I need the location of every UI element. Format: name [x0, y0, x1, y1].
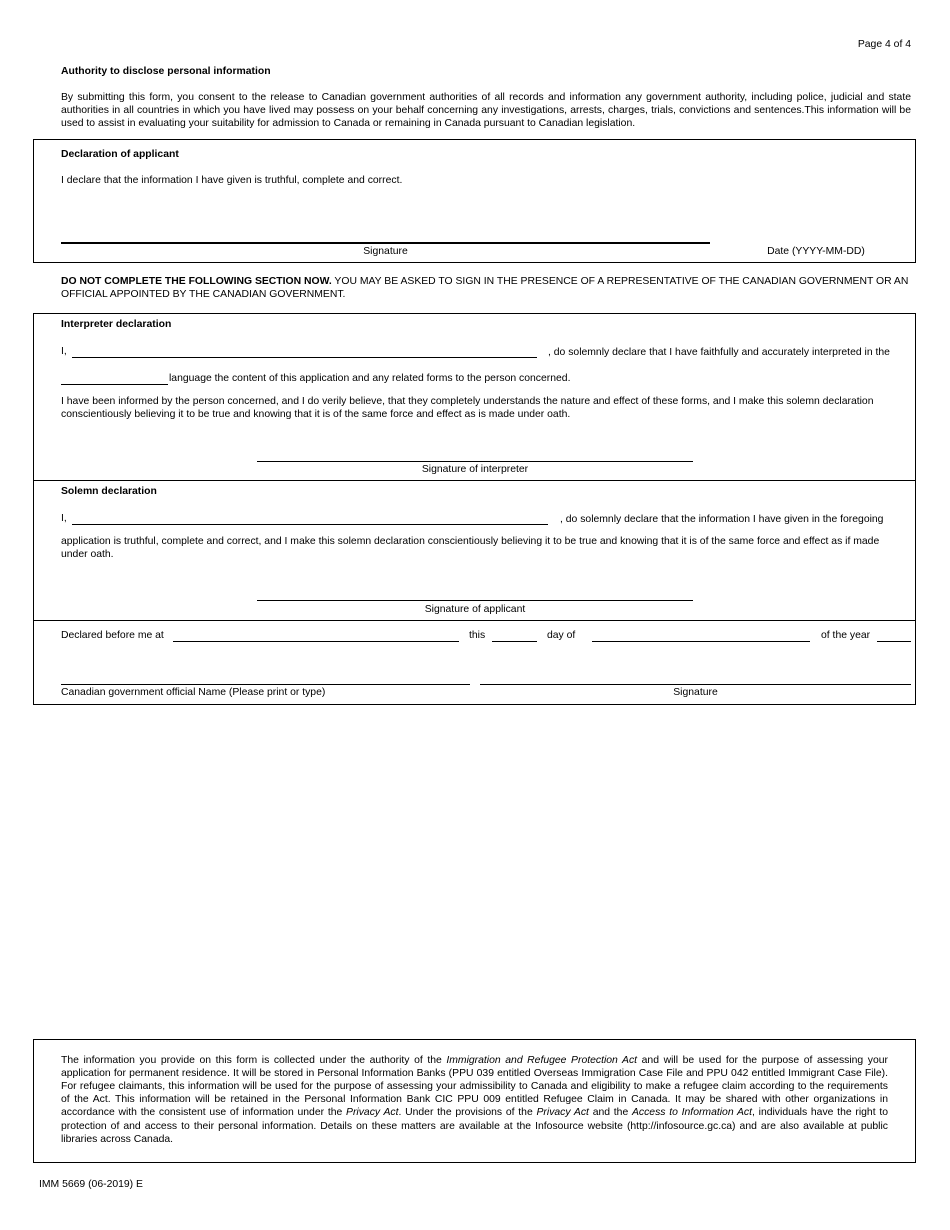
interpreter-language-text: language the content of this application and any related forms to the person concerned. — [169, 373, 571, 384]
interpreter-name-field[interactable] — [72, 357, 537, 358]
declared-day-of-label: day of — [547, 630, 576, 641]
interpreter-solemn-text: , do solemnly declare that I have faithfully and accurately interpreted in the — [548, 347, 890, 358]
interpreter-heading: Interpreter declaration — [61, 319, 172, 330]
interpreter-language-field[interactable] — [61, 384, 168, 385]
solemn-signature-label: Signature of applicant — [424, 604, 526, 615]
declared-year-field[interactable] — [877, 641, 911, 642]
declared-month-field[interactable] — [592, 641, 810, 642]
interpreter-informed-text: I have been informed by the person concerned, and I do verily believe, that they completely understands the nature and effect of these forms, and I make this solemn declaration conscientiously believing it to be true and knowing that it is of the same force and effect as is made under oath. — [61, 396, 874, 420]
declared-at-label: Declared before me at — [61, 630, 164, 641]
authority-text: By submitting this form, you consent to the release to Canadian government authorities of all records and information any government authority, including police, judicial and state authorities in all countries in which you have lived may possess on your behalf concerning any investigations, arrests, charges, trials, convictions and sentences.This information will be used to assist in evaluating your suitability for admission to Canada or remaining in Canada pursuant to Canadian legislation. — [61, 92, 911, 129]
solemn-heading: Solemn declaration — [61, 486, 157, 497]
solemn-signature-line[interactable] — [257, 600, 693, 601]
solemn-solemn-text: , do solemnly declare that the information I have given in the foregoing — [560, 514, 884, 525]
applicant-declaration-heading: Declaration of applicant — [61, 149, 179, 160]
official-name-label: Canadian government official Name (Please print or type) — [61, 687, 326, 698]
solemn-text: application is truthful, complete and correct, and I make this solemn declaration conscientiously believing it to be true and knowing that it is of the same force and effect as if made under oath. — [61, 536, 880, 560]
interpreter-signature-line[interactable] — [257, 461, 693, 462]
solemn-name-field[interactable] — [72, 524, 548, 525]
interpreter-signature-label: Signature of interpreter — [421, 464, 529, 475]
declared-place-field[interactable] — [173, 641, 459, 642]
notice-text — [61, 275, 911, 301]
notice-rest: YOU MAY BE ASKED TO SIGN IN THE PRESENCE OF A REPRESENTATIVE OF THE CANADIAN GOVERNMENT OR AN OFFICIAL APPOINTED BY THE CANADIAN GOVERNMENT. — [61, 276, 909, 300]
official-signature-line[interactable] — [480, 684, 911, 685]
official-signature-label: Signature — [673, 687, 718, 698]
form-code: IMM 5669 (06-2019) E — [39, 1179, 143, 1190]
declared-day-field[interactable] — [492, 641, 537, 642]
solemn-i-label: I, — [61, 513, 67, 524]
declared-this-label: this — [469, 630, 486, 641]
authority-heading: Authority to disclose personal information — [61, 66, 271, 77]
applicant-declaration-text: I declare that the information I have given is truthful, complete and correct. — [61, 175, 403, 186]
notice-bold: DO NOT COMPLETE THE FOLLOWING SECTION NOW. — [61, 276, 332, 287]
applicant-signature-label: Signature — [363, 246, 408, 257]
page-number: Page 4 of 4 — [857, 39, 911, 50]
privacy-notice-text: The information you provide on this form is collected under the authority of the Immigration and Refugee Protection Act and will be used for the purpose of assessing your application for permanent residence. It will be stored in Personal Information Banks (PPU 039 entitled Overseas Immigration Case File and PPU 042 entitled Immigrant Case File). For refugee claimants, this information will be used for the purpose of assessing your admissibility to Canada and eligibility to make a refugee claim according to the requirements of the Act. This information will be retained in the Personal Information Bank CIC PPU 009 entitled Refugee Claim in Canada. It may be shared with other organizations in accordance with the consistent use of information under the Privacy Act. Under the provisions of the Privacy Act and the Access to Information Act, individuals have the right to protection of and access to their personal information. Details on these matters are available at the Infosource website (http://infosource.gc.ca) and are also available at public libraries across Canada. — [61, 1055, 889, 1145]
declared-of-year-label: of the year — [821, 630, 871, 641]
interpreter-i-label: I, — [61, 346, 67, 357]
official-name-field[interactable] — [61, 684, 470, 685]
applicant-signature-line[interactable] — [61, 242, 710, 244]
applicant-date-label: Date (YYYY-MM-DD) — [767, 246, 865, 257]
